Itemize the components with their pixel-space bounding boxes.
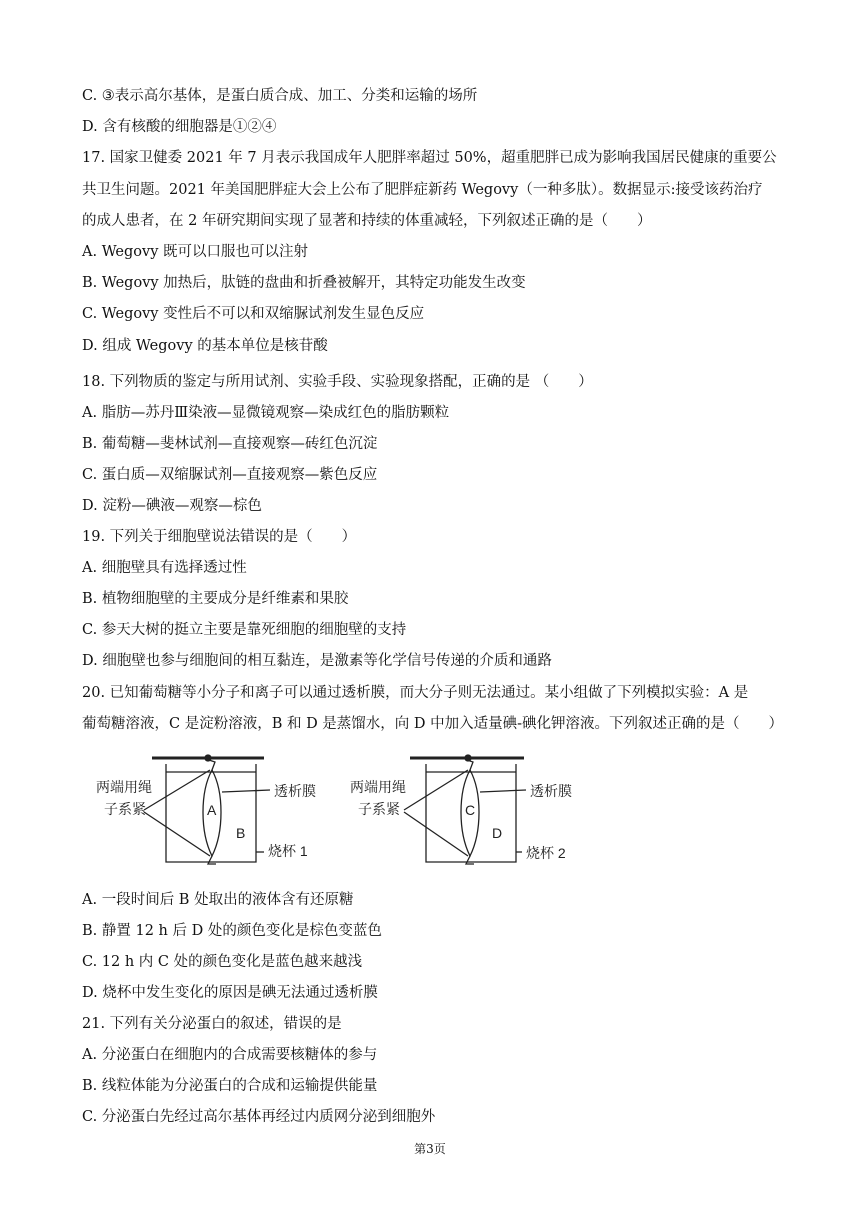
option-a: A. 一段时间后 B 处取出的液体含有还原糖 (82, 892, 354, 908)
option-d: D. 细胞壁也参与细胞间的相互黏连，是激素等化学信号传递的介质和通路 (82, 653, 552, 669)
option-a: A. 细胞壁具有选择透过性 (82, 560, 247, 576)
rope-label-2b: 子系紧 (358, 801, 400, 817)
page-number: 第3页 (414, 1142, 446, 1156)
option-d: D. 组成 Wegovy 的基本单位是核苷酸 (82, 338, 328, 354)
question-21-stem: 21. 下列有关分泌蛋白的叙述，错误的是 (82, 1016, 342, 1032)
question-19-stem: 19. 下列关于细胞壁说法错误的是（ ） (82, 529, 357, 545)
option-d: D. 烧杯中发生变化的原因是碘无法通过透析膜 (82, 985, 378, 1001)
option-b: B. 葡萄糖—斐林试剂—直接观察—砖红色沉淀 (82, 436, 378, 452)
option-a: A. Wegovy 既可以口服也可以注射 (82, 244, 308, 260)
label-a: A (207, 802, 217, 818)
rope-label-2a: 两端用绳 (350, 779, 406, 795)
text-line: 葡萄糖溶液，C 是淀粉溶液，B 和 D 是蒸馏水，向 D 中加入适量碘-碘化钾溶液。下列叙述正确的是（ ） (82, 716, 784, 732)
option-c: C. 蛋白质—双缩脲试剂—直接观察—紫色反应 (82, 467, 378, 483)
beaker-label-2: 烧杯 2 (526, 845, 566, 861)
beaker-label-1: 烧杯 1 (268, 843, 308, 859)
option-b: B. 植物细胞壁的主要成分是纤维素和果胶 (82, 591, 349, 607)
option-b: B. 线粒体能为分泌蛋白的合成和运输提供能量 (82, 1078, 378, 1094)
label-b: B (236, 825, 246, 841)
question-18-stem: 18. 下列物质的鉴定与所用试剂、实验手段、实验现象搭配，正确的是 （ ） (82, 374, 593, 390)
text-line: 共卫生问题。2021 年美国肥胖症大会上公布了肥胖症新药 Wegovy（一种多肽）。数据显示:接受该药治疗 (82, 182, 763, 198)
label-d: D (492, 825, 503, 841)
option-b: B. 静置 12 h 后 D 处的颜色变化是棕色变蓝色 (82, 923, 382, 939)
text-line: D. 含有核酸的细胞器是①②④ (82, 119, 277, 135)
option-c: C. 12 h 内 C 处的颜色变化是蓝色越来越浅 (82, 954, 363, 970)
option-d: D. 淀粉—碘液—观察—棕色 (82, 498, 262, 514)
option-b: B. Wegovy 加热后，肽链的盘曲和折叠被解开，其特定功能发生改变 (82, 275, 526, 291)
option-c: C. 分泌蛋白先经过高尔基体再经过内质网分泌到细胞外 (82, 1109, 436, 1125)
rope-label-1b: 子系紧 (104, 801, 146, 817)
membrane-label-2: 透析膜 (530, 783, 572, 799)
option-c: C. 参天大树的挺立主要是靠死细胞的细胞壁的支持 (82, 622, 407, 638)
option-a: A. 分泌蛋白在细胞内的合成需要核糖体的参与 (82, 1047, 378, 1063)
text-line: C. ③表示高尔基体，是蛋白质合成、加工、分类和运输的场所 (82, 88, 478, 104)
option-c: C. Wegovy 变性后不可以和双缩脲试剂发生显色反应 (82, 306, 425, 322)
option-a: A. 脂肪—苏丹Ⅲ染液—显微镜观察—染成红色的脂肪颗粒 (82, 405, 450, 421)
question-20-stem: 20. 已知葡萄糖等小分子和离子可以通过透析膜，而大分子则无法通过。某小组做了下列模拟实验：A 是 (82, 685, 749, 701)
membrane-label-1: 透析膜 (274, 783, 316, 799)
rope-label-1a: 两端用绳 (96, 779, 152, 795)
dialysis-experiment-diagram (92, 752, 592, 882)
text-line: 的成人患者，在 2 年研究期间实现了显著和持续的体重减轻，下列叙述正确的是（ ） (82, 213, 652, 229)
question-17-stem: 17. 国家卫健委 2021 年 7 月表示我国成年人肥胖率超过 50%，超重肥胖已成为影响我国居民健康的重要公 (82, 150, 777, 166)
label-c: C (465, 802, 476, 818)
